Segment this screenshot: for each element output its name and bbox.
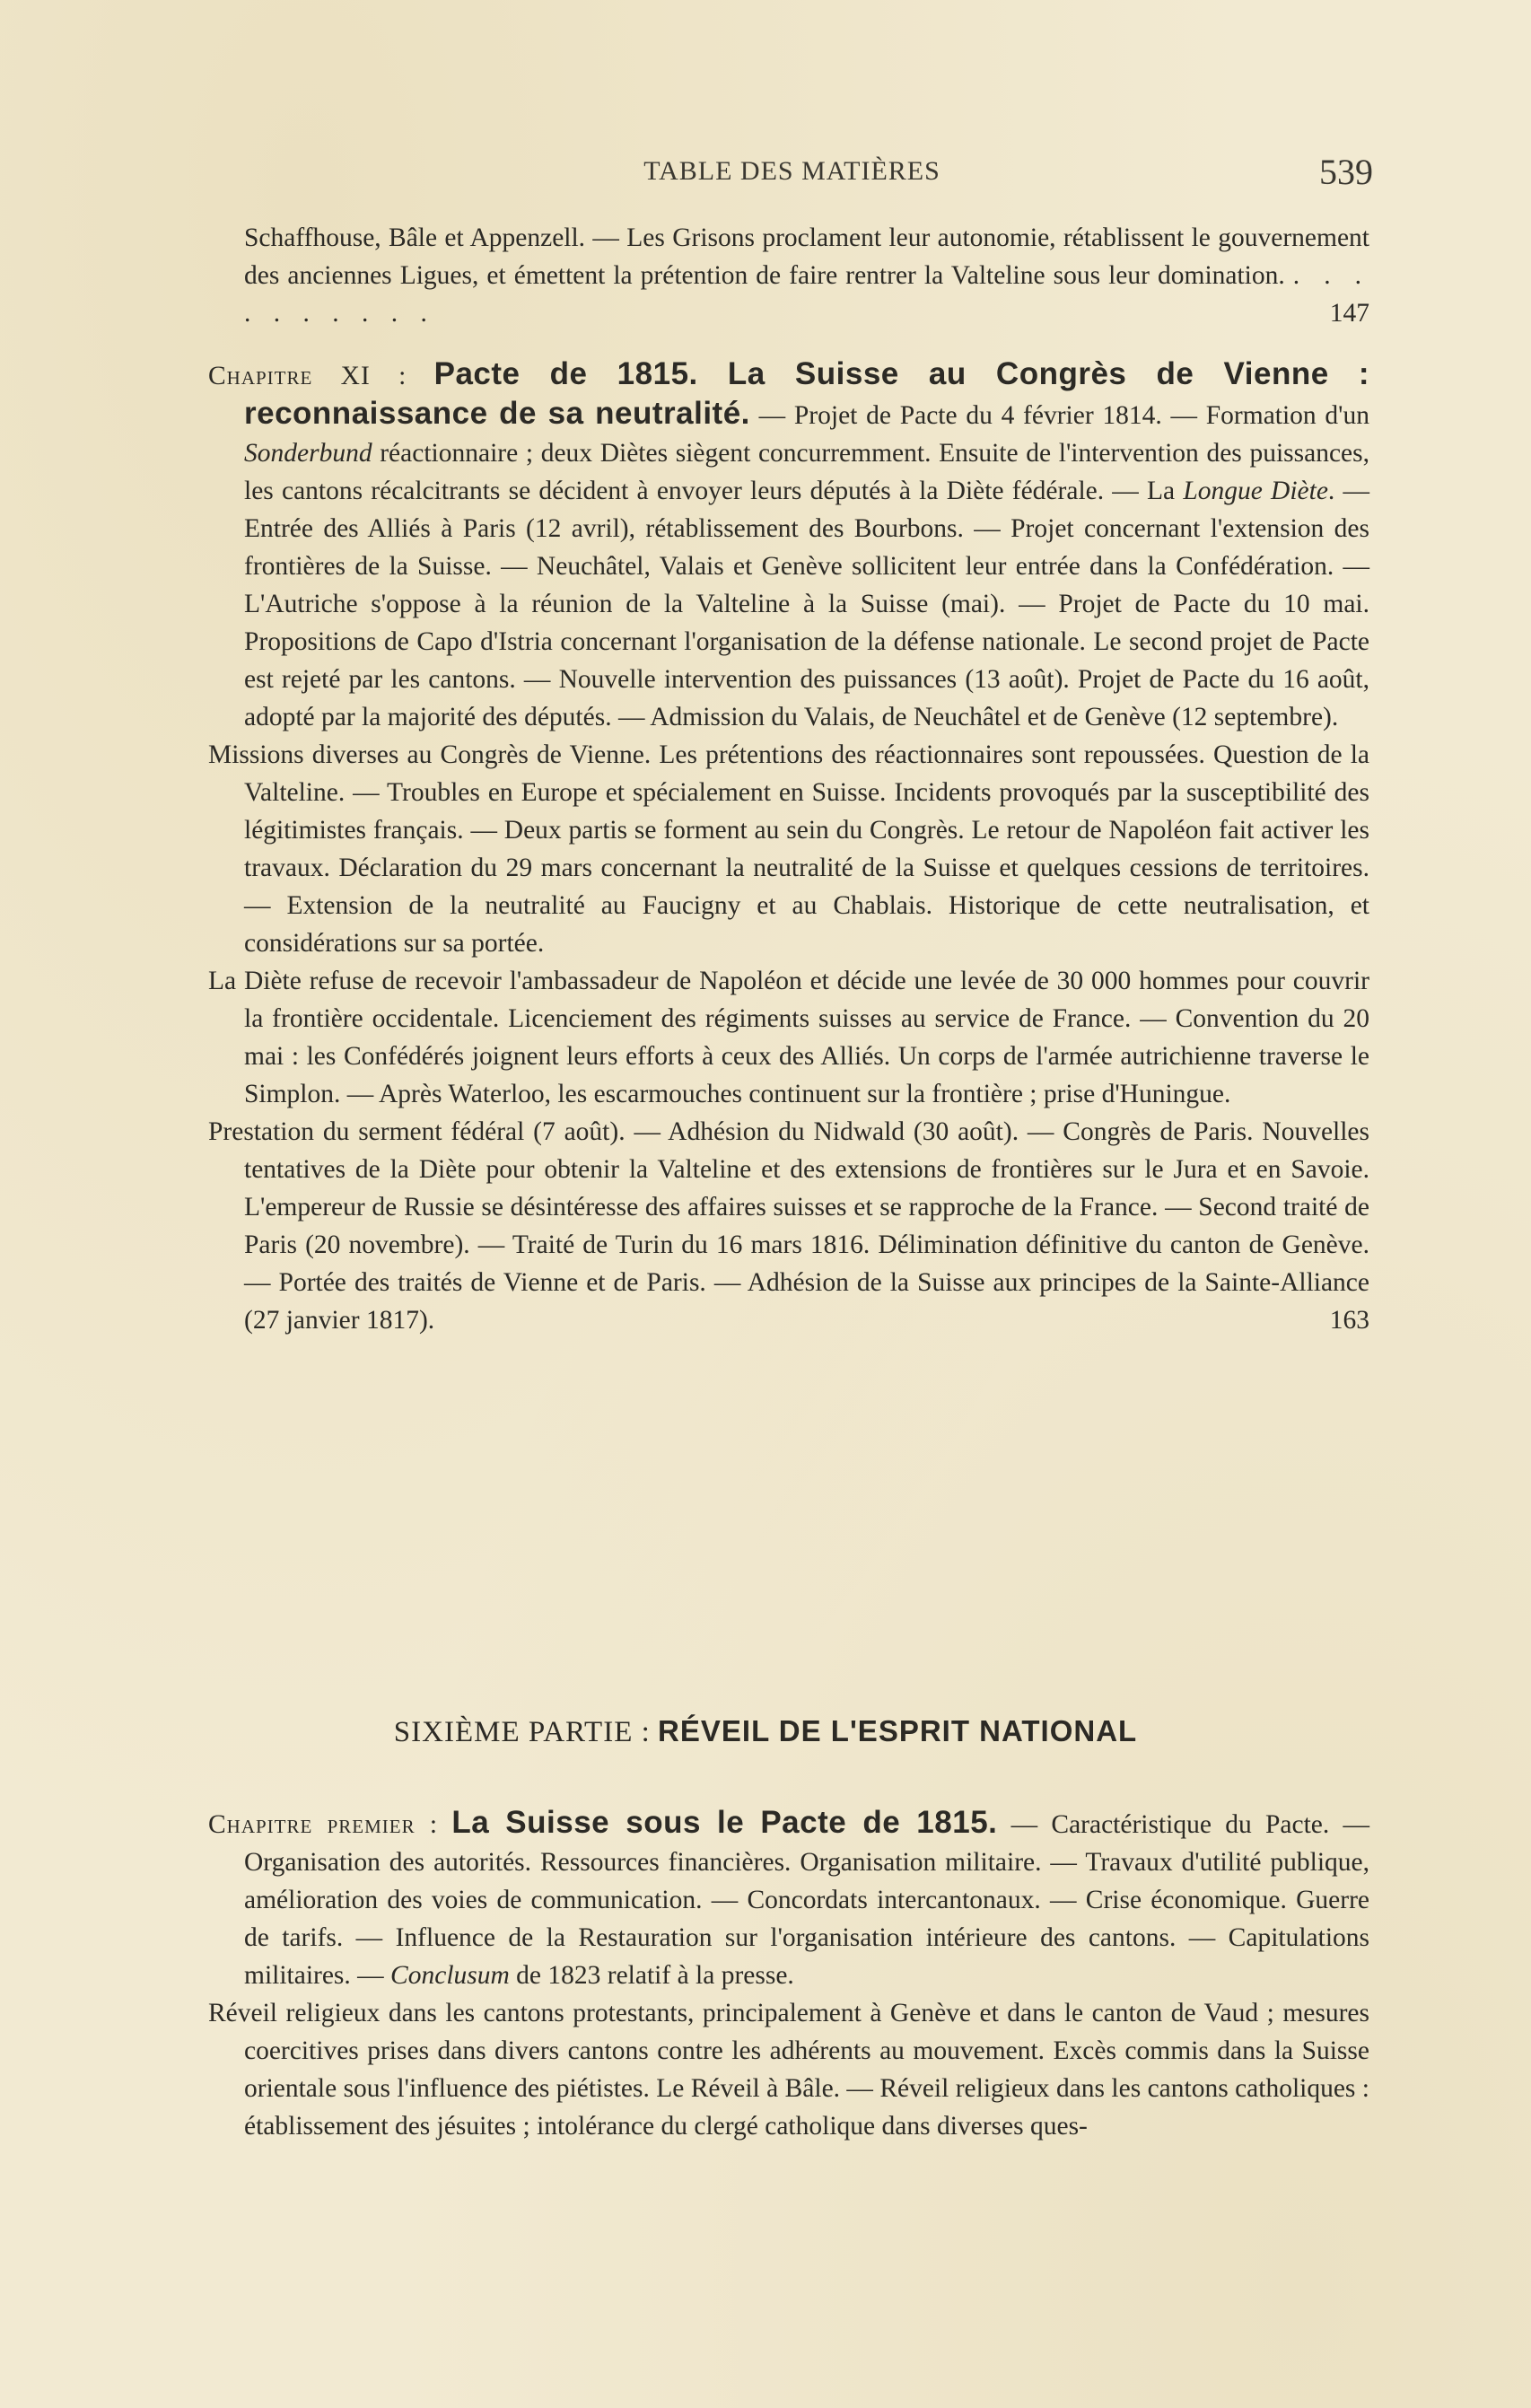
chapter-text: — Projet de Pacte du 4 février 1814. — Formation d'un xyxy=(749,401,1369,430)
page-ref: 163 xyxy=(1329,1306,1369,1335)
chapter-paragraph: Réveil religieux dans les cantons protestants, principalement à Genève et dans le canton de Vaud ; mesures coercitives prises dans divers cantons contre les adhérents au mouvement. Excès commis dans la Suisse orientale sous l'influence des piétistes. Le Réveil à Bâle. — Réveil religieux dans les cantons catholiques : établissement des jésuites ; intolérance du clergé catholique dans diverses ques- xyxy=(208,1999,1369,2141)
italic-term: Conclusum xyxy=(390,1961,510,1990)
chapter-text: — Caractéristique du Pacte. — Organisation des autorités. Ressources financières. Organisation militaire. — Travaux d'utilité publique, amélioration des voies de communication. — Concordats intercantonaux. — Crise économique. Guerre de tarifs. — Influence de la Restauration sur l'organisation intérieure des cantons. — Capitulations militaires. — xyxy=(244,1810,1369,1990)
part-heading xyxy=(0,1714,1531,1749)
toc-paragraph xyxy=(0,219,1531,332)
chapter-paragraph xyxy=(0,355,1531,736)
chapter-heading: La Suisse sous le Pacte de 1815. xyxy=(451,1805,998,1840)
running-header xyxy=(211,151,1373,196)
chapter-paragraph: Missions diverses au Congrès de Vienne. Les prétentions des réactionnaires sont repoussées. Question de la Valteline. — Troubles en Europe et spécialement en Suisse. Incidents provoqués par la susceptibilité des légitimistes français. — Deux partis se forment au sein du Congrès. Le retour de Napoléon fait activer les travaux. Déclaration du 29 mars concernant la neutralité de la Suisse et quelques cessions de territoires. — Extension de la neutralité au Faucigny et au Chablais. Historique de cette neutralisation, et considérations sur sa portée. xyxy=(208,740,1369,958)
page-ref: 147 xyxy=(1329,299,1369,328)
page-number: 539 xyxy=(1319,152,1373,192)
chapter-paragraph xyxy=(0,1804,1531,1994)
chapter-paragraph: La Diète refuse de recevoir l'ambassadeur de Napoléon et décide une levée de 30 000 hommes pour couvrir la frontière occidentale. Licenciement des régiments suisses au service de France. — Convention du 20 mai : les Confédérés joignent leurs efforts à ceux des Alliés. Un corps de l'armée autrichienne traverse le Simplon. — Après Waterloo, les escarmouches continuent sur la frontière ; prise d'Huningue. xyxy=(208,967,1369,1108)
part-title: RÉVEIL DE L'ESPRIT NATIONAL xyxy=(658,1714,1138,1747)
chapter-label: Chapitre XI : xyxy=(208,362,407,390)
italic-term: Sonderbund xyxy=(244,439,372,468)
chapter-text: Prestation du serment fédéral (7 août). — Adhésion du Nidwald (30 août). — Congrès de Paris. Nouvelles tentatives de la Diète pour obtenir la Valteline et des extensions de frontières sur le Jura et en Savoie. L'empereur de Russie se désintéresse des affaires suisses et se rapproche de la France. — Second traité de Paris (20 novembre). — Traité de Turin du 16 mars 1816. Délimination définitive du canton de Genève. — Portée des traités de Vienne et de Paris. — Adhésion de la Suisse aux principes de la Sainte-Alliance (27 janvier 1817). xyxy=(208,1117,1369,1335)
leader-dots: . . . . . . . . . . xyxy=(244,261,1370,328)
part-label: SIXIÈME PARTIE : xyxy=(393,1716,651,1748)
chapter-text: de 1823 relatif à la presse. xyxy=(509,1961,794,1990)
italic-term: Longue Diète xyxy=(1183,477,1328,505)
toc-entry-chapter-1 xyxy=(0,1804,1531,2145)
running-title: TABLE DES MATIÈRES xyxy=(643,156,940,186)
chapter-label: Chapitre premier : xyxy=(208,1810,439,1839)
chapter-heading: Pacte de 1815. La Suisse au Congrès de Vienne : reconnaissance de sa neutralité. xyxy=(244,356,1370,431)
chapter-text: . — Entrée des Alliés à Paris (12 avril), rétablissement des Bourbons. — Projet concernant l'extension des frontières de la Suisse. — Neuchâtel, Valais et Genève sollicitent leur entrée dans la Confédération. — L'Autriche s'oppose à la réunion de la Valteline à la Suisse (mai). — Projet de Pacte du 10 mai. Propositions de Capo d'Istria concernant l'organisation de la défense nationale. Le second projet de Pacte est rejeté par les cantons. — Nouvelle intervention des puissances (13 août). Projet de Pacte du 16 août, adopté par la majorité des députés. — Admission du Valais, de Neuchâtel et de Genève (12 septembre). xyxy=(244,477,1369,731)
chapter-text: réactionnaire ; deux Diètes siègent concurremment. Ensuite de l'intervention des puissances, les cantons récalcitrants se décident à envoyer leurs députés à la Diète fédérale. — La xyxy=(244,439,1369,505)
toc-entry-chapter-11 xyxy=(0,355,1531,1339)
toc-entry-continuation xyxy=(0,219,1531,332)
entry-text: Schaffhouse, Bâle et Appenzell. — Les Grisons proclament leur autonomie, rétablissent le gouvernement des anciennes Ligues, et émettent la prétention de faire rentrer la Valteline sous leur domination. xyxy=(244,223,1369,290)
chapter-paragraph xyxy=(0,1113,1531,1339)
